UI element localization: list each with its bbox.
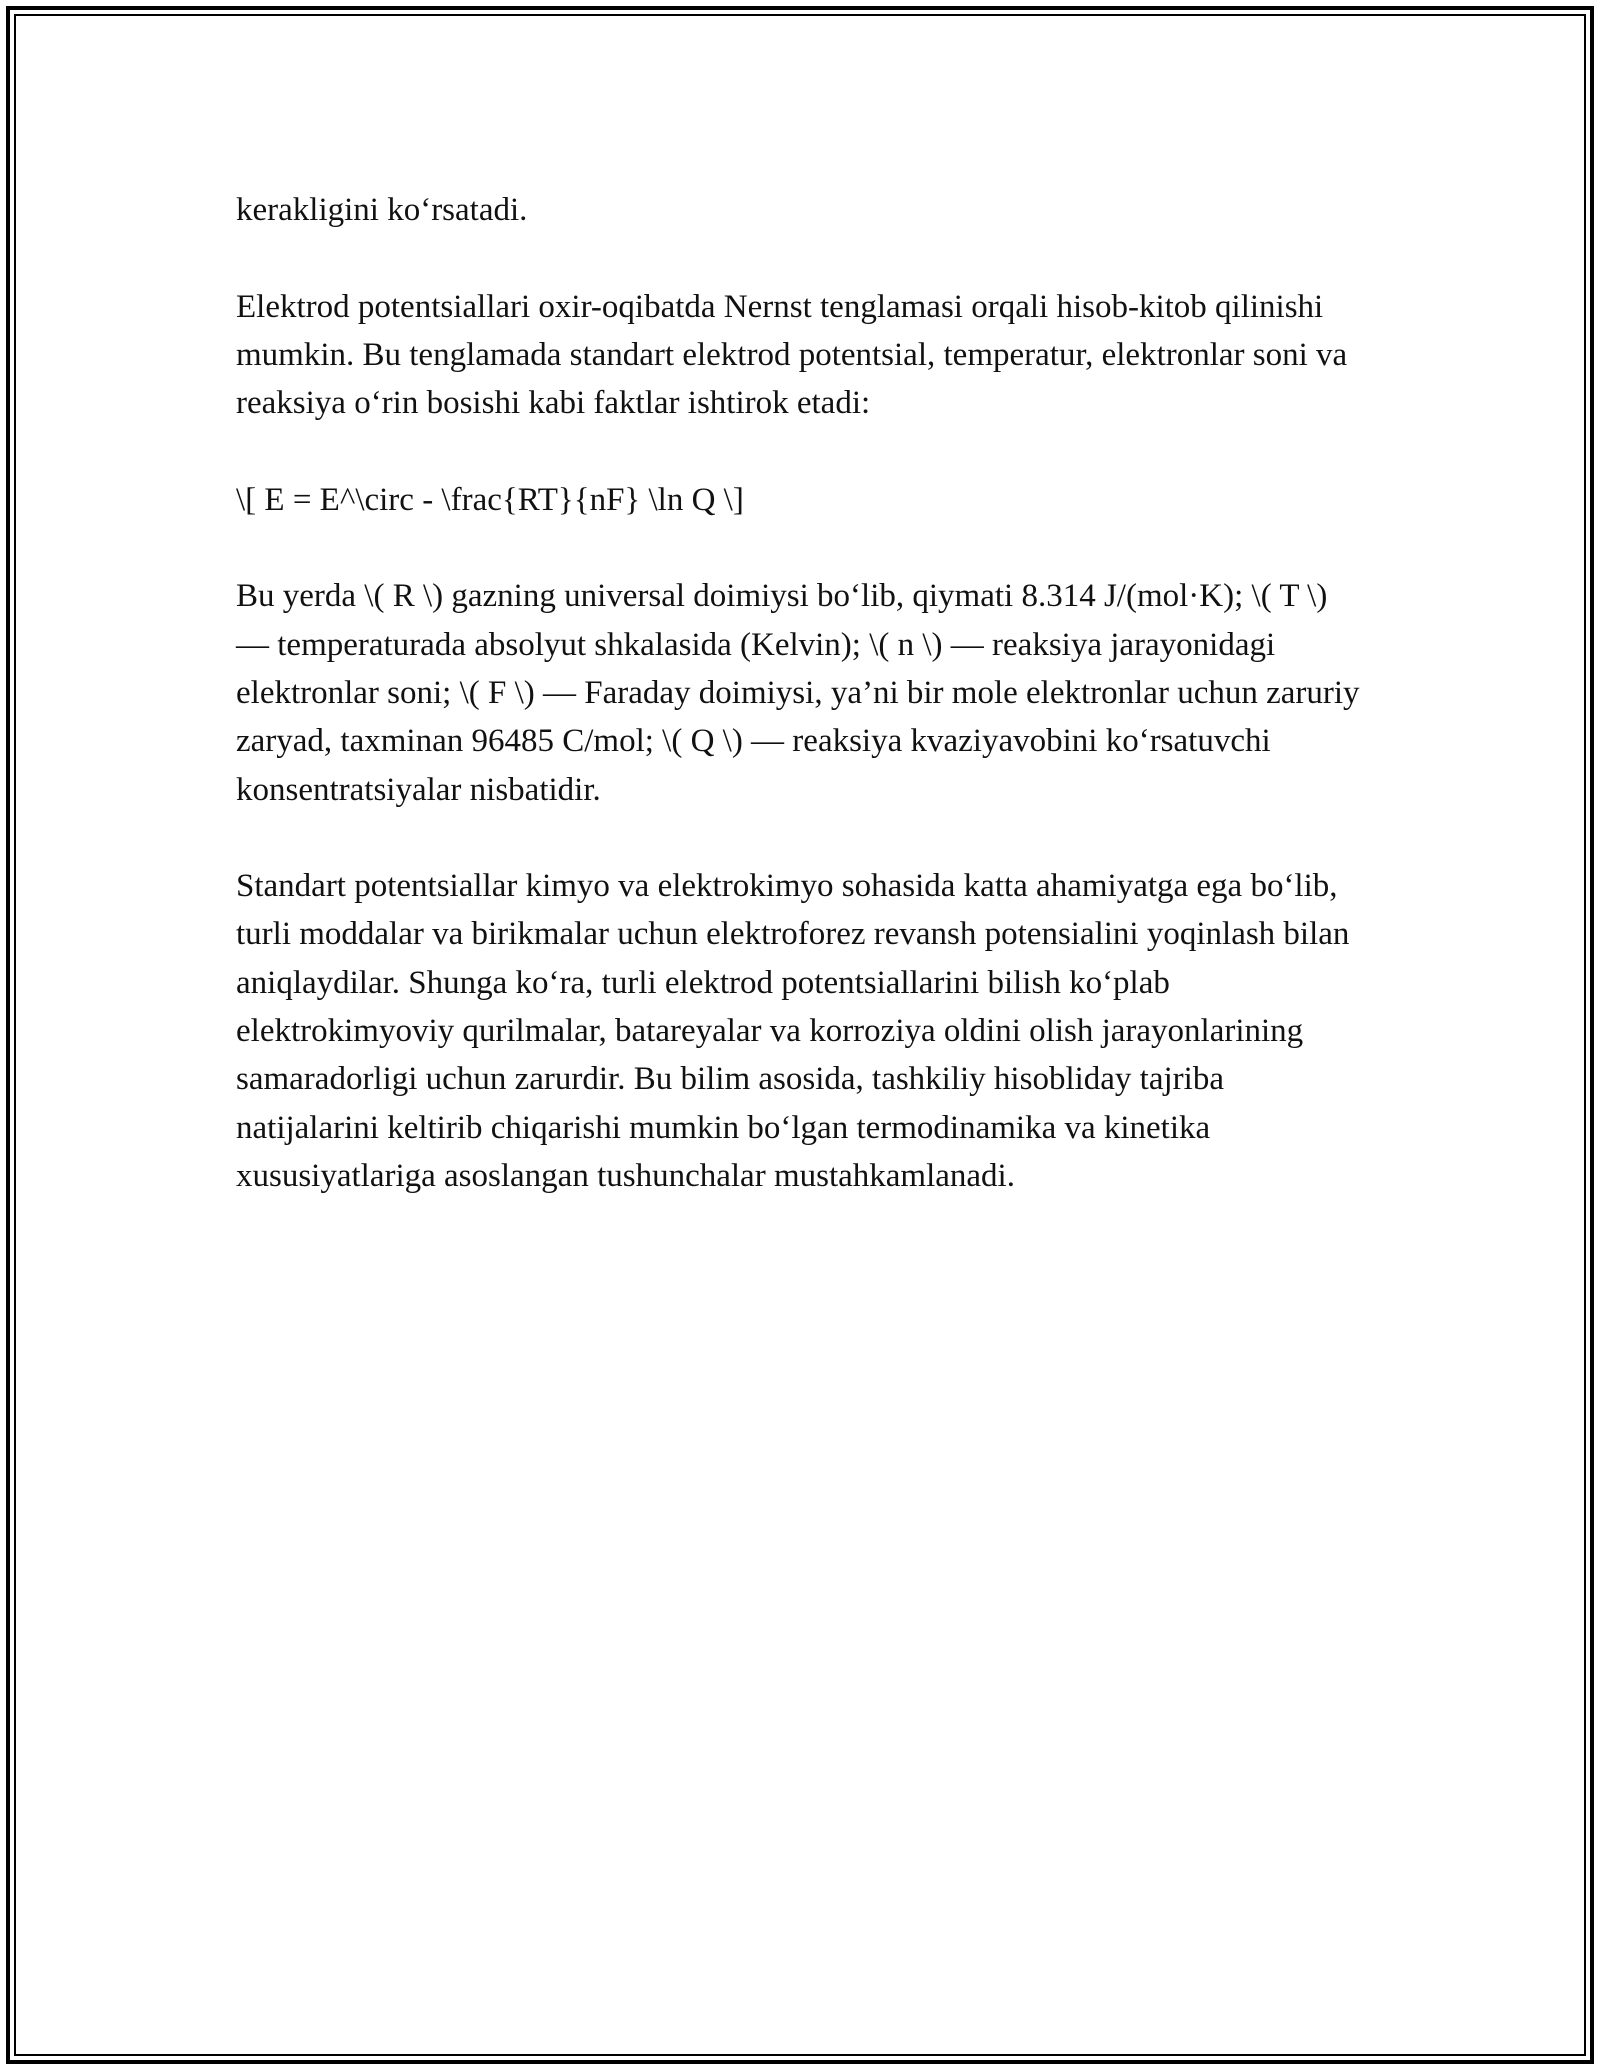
paragraph-continuation: kerakligini ko‘rsatadi. xyxy=(236,192,528,228)
paragraph-variable-definitions: Bu yerda \( R \) gazning universal doimiysi bo‘lib, qiymati 8.314 J/(mol·K); \( T \) — temperaturada absolyut shkalasida (Kelvin); \( n \) — reaksiya jarayonidagi elektronlar soni; \( F \) — Faraday doimiysi, ya’ni bir mole elektronlar uchun zaruriy zaryad, taxminan 96485 C/mol; \( Q \) — reaksiya kvaziyavobini ko‘rsatuvchi konsentratsiyalar nisbatidir. xyxy=(236,578,1360,808)
nernst-equation: \[ E = E^\circ - \frac{RT}{nF} \ln Q \] xyxy=(236,481,744,518)
document-body xyxy=(236,186,1366,1249)
paragraph-standard-potentials: Standart potentsiallar kimyo va elektrokimyo sohasida katta ahamiyatga ega bo‘lib, turli moddalar va birikmalar uchun elektroforez revansh potensialini yoqinlash bilan aniqlaydilar. Shunga ko‘ra, turli elektrod potentsiallarini bilish ko‘plab elektrokimyoviy qurilmalar, batareyalar va korroziya oldini olish jarayonlarining samaradorligi uchun zarurdir. Bu bilim asosida, tashkiliy hisobliday tajriba natijalarini keltirib chiqarishi mumkin bo‘lgan termodinamika va kinetika xususiyatlariga asoslangan tushunchalar mustahkamlanadi. xyxy=(236,868,1350,1194)
paragraph-nernst-intro: Elektrod potentsiallari oxir-oqibatda Nernst tenglamasi orqali hisob-kitob qilinishi mumkin. Bu tenglamada standart elektrod potentsial, temperatur, elektronlar soni va reaksiya o‘rin bosishi kabi faktlar ishtirok etadi: xyxy=(236,288,1348,422)
